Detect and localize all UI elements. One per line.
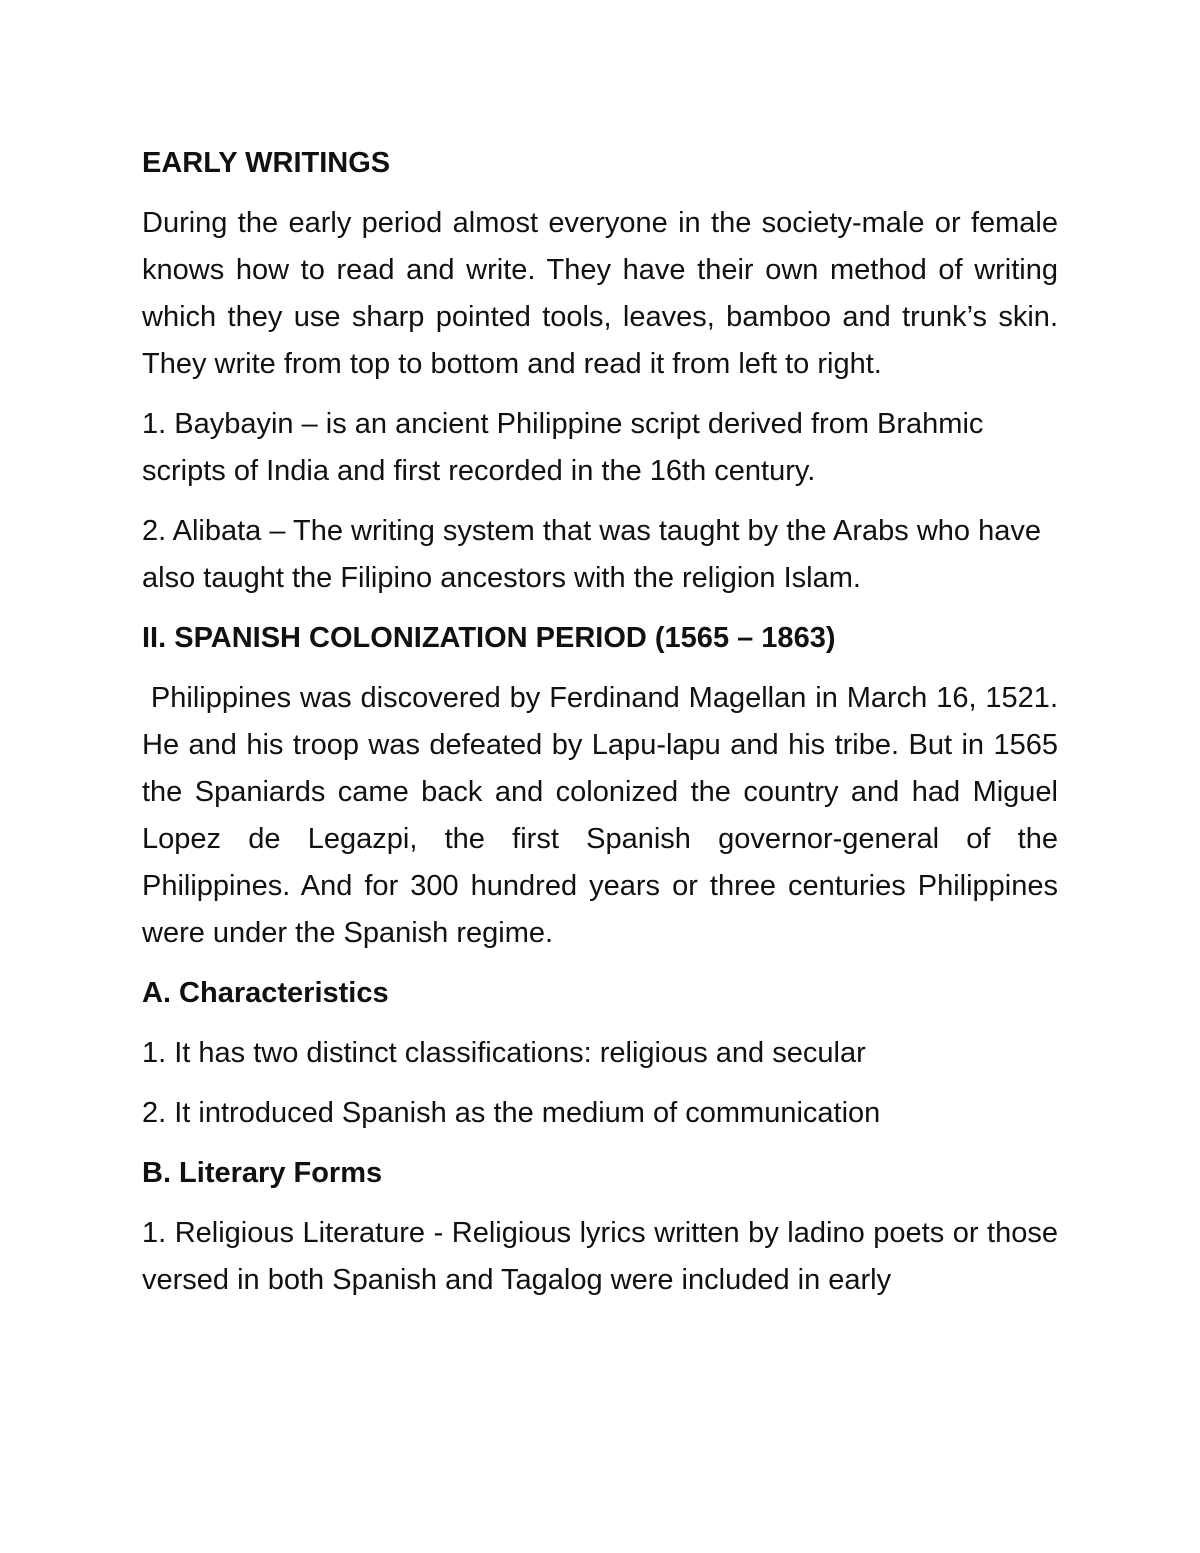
early-writings-intro: During the early period almost everyone in the society-male or female knows how to read and write. They have their own method of writing which they use sharp pointed tools, leaves, bamboo and trunk’s skin. They write from top to bottom and read it from left to right. xyxy=(142,207,1058,380)
characteristics-heading: A. Characteristics xyxy=(142,977,389,1009)
document-page xyxy=(142,140,1067,1317)
spanish-period-heading: II. SPANISH COLONIZATION PERIOD (1565 – 1863) xyxy=(142,622,836,654)
literary-forms-item-1: 1. Religious Literature - Religious lyrics written by ladino poets or those versed in both Spanish and Tagalog were included in early xyxy=(142,1217,1058,1296)
baybayin-item: 1. Baybayin – is an ancient Philippine script derived from Brahmic scripts of India and first recorded in the 16th century. xyxy=(142,408,984,487)
early-writings-heading: EARLY WRITINGS xyxy=(142,147,391,179)
characteristics-item-1: 1. It has two distinct classifications: religious and secular xyxy=(142,1037,866,1069)
characteristics-item-2: 2. It introduced Spanish as the medium of communication xyxy=(142,1097,881,1129)
literary-forms-heading: B. Literary Forms xyxy=(142,1157,383,1189)
spanish-period-intro: Philippines was discovered by Ferdinand Magellan in March 16, 1521. He and his troop was defeated by Lapu-lapu and his tribe. But in 1565 the Spaniards came back and colonized the country and had Miguel Lopez de Legazpi, the first Spanish governor-general of the Philippines. And for 300 hundred years or three centuries Philippines were under the Spanish regime. xyxy=(142,682,1067,949)
alibata-item: 2. Alibata – The writing system that was taught by the Arabs who have also taught the Filipino ancestors with the religion Islam. xyxy=(142,515,1041,594)
